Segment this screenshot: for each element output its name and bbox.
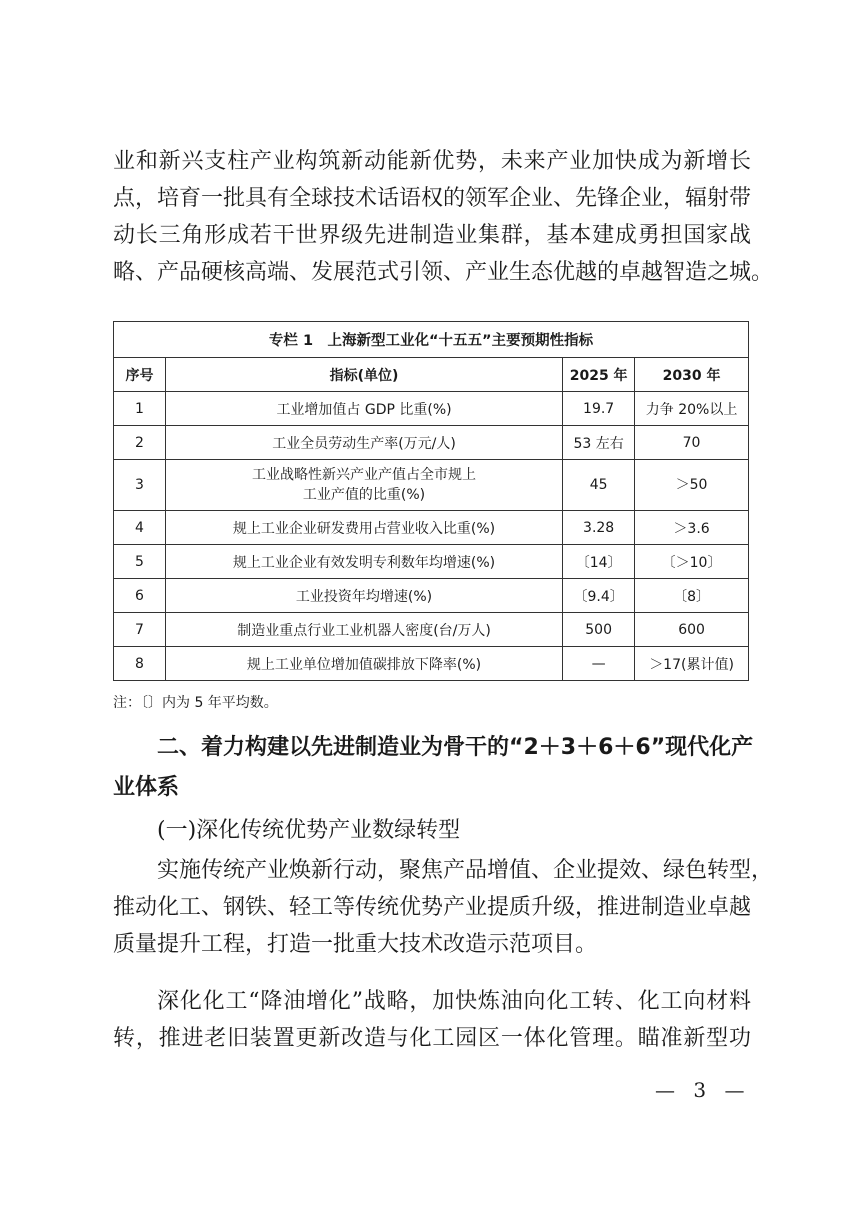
column-header: 2025 年 [563,358,635,392]
row-number: 6 [114,579,166,613]
sub-heading: (一)深化传统优势产业数绿转型 [157,818,461,843]
value-2025: 〔14〕 [563,545,635,579]
row-number: 8 [114,647,166,681]
text-line: 质量提升工程，打造一批重大技术改造示范项目。 [113,932,598,957]
text-line: 深化化工“降油增化”战略，加快炼油向化工转、化工向材料 [157,989,751,1014]
table-note: 注：〔〕内为 5 年平均数。 [113,695,278,711]
value-2030: ＞50 [635,460,749,511]
table-row [114,613,749,647]
indicator-name: 规上工业企业研发费用占营业收入比重(%) [165,511,562,545]
column-header: 2030 年 [635,358,749,392]
text-line: 业和新兴支柱产业构筑新动能新优势，未来产业加快成为新增长 [113,149,751,174]
value-2030: 600 [635,613,749,647]
indicator-name-line: 工业产值的比重(%) [302,487,426,503]
indicator-name: 工业全员劳动生产率(万元/人) [165,426,562,460]
text-line: 推动化工、钢铁、轻工等传统优势产业提质升级，推进制造业卓越 [113,895,752,920]
text-line: 点，培育一批具有全球技术话语权的领军企业、先锋企业，辐射带 [113,186,752,211]
heading-line: 业体系 [113,775,180,800]
text-line: 实施传统产业焕新行动，聚焦产品增值、企业提效、绿色转型， [157,858,774,883]
text-line: 转，推进老旧装置更新改造与化工园区一体化管理。瞄准新型功 [113,1026,751,1051]
value-2025: 〔9.4〕 [563,579,635,613]
table-row [114,579,749,613]
row-number: 1 [114,392,166,426]
value-2025: 19.7 [563,392,635,426]
value-2025: 45 [563,460,635,511]
table-row [114,545,749,579]
indicator-name: 工业增加值占 GDP 比重(%) [165,392,562,426]
value-2025: 500 [563,613,635,647]
indicator-name: 制造业重点行业工业机器人密度(台/万人) [165,613,562,647]
indicator-name-line: 工业战略性新兴产业产值占全市规上 [252,467,477,483]
paragraph-2 [113,852,774,963]
value-2025: 3.28 [563,511,635,545]
column-header: 指标(单位) [165,358,562,392]
table-row [114,511,749,545]
heading-line: 二、着力构建以先进制造业为骨干的“2＋3＋6＋6”现代化产 [157,735,754,760]
paragraph-3 [113,983,751,1057]
table-row [114,460,749,511]
text-line: 动长三角形成若干世界级先进制造业集群，基本建成勇担国家战 [113,223,751,248]
value-2030: 70 [635,426,749,460]
indicator-name: 规上工业单位增加值碳排放下降率(%) [165,647,562,681]
row-number: 4 [114,511,166,545]
value-2025: 53 左右 [563,426,635,460]
page-number: — 3 — [655,1078,751,1102]
value-2030: 力争 20%以上 [635,392,749,426]
row-number: 3 [114,460,166,511]
intro-paragraph [113,143,774,291]
row-number: 2 [114,426,166,460]
value-2030: ＞3.6 [635,511,749,545]
table-row [114,647,749,681]
value-2030: ＞17(累计值) [635,647,749,681]
indicator-name: 规上工业企业有效发明专利数年均增速(%) [165,545,562,579]
indicator-table [113,321,749,681]
value-2025: — [563,647,635,681]
value-2030: 〔8〕 [635,579,749,613]
row-number: 7 [114,613,166,647]
table-row [114,426,749,460]
indicator-name [165,460,562,511]
value-2030: 〔＞10〕 [635,545,749,579]
text-line: 略、产品硬核高端、发展范式引领、产业生态优越的卓越智造之城。 [113,260,774,285]
row-number: 5 [114,545,166,579]
section-heading [113,728,753,808]
table-title: 专栏 1 上海新型工业化“十五五”主要预期性指标 [114,322,749,358]
indicator-name: 工业投资年均增速(%) [165,579,562,613]
column-header: 序号 [114,358,166,392]
table-row [114,392,749,426]
